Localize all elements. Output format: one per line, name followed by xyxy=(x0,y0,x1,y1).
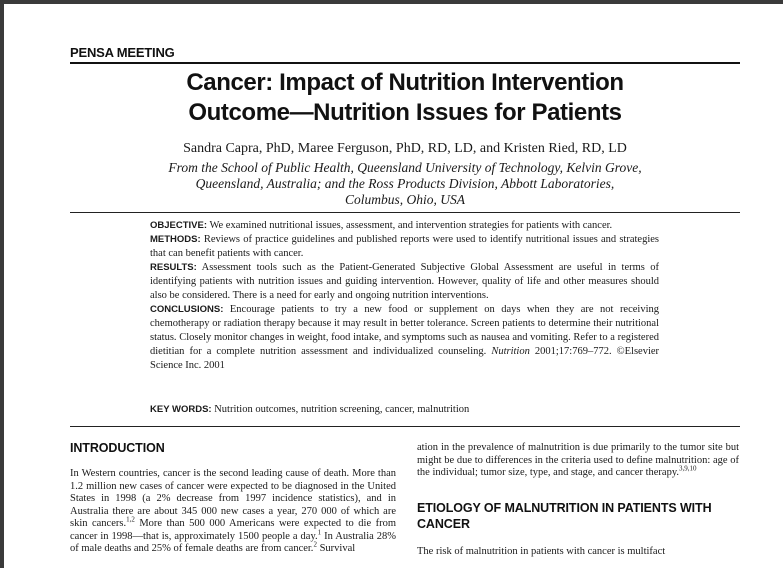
window-top-border xyxy=(0,0,783,4)
section-tag: PENSA MEETING xyxy=(70,45,175,60)
keywords-text: Nutrition outcomes, nutrition screening, cancer, malnutrition xyxy=(214,404,470,415)
abstract-results xyxy=(150,261,659,303)
results-label: RESULTS: xyxy=(150,262,197,273)
intro-text-4: Survival xyxy=(316,543,356,554)
keywords xyxy=(150,403,659,417)
abstract-methods xyxy=(150,233,659,261)
title-line-1: Cancer: Impact of Nutrition Intervention xyxy=(186,69,624,96)
right-column xyxy=(417,440,739,558)
intro-text-2: More than 500 000 Americans were expected to die from cancer in 1998—that is, approximately 1500 people a day. xyxy=(70,518,396,542)
window-left-border xyxy=(0,0,4,568)
affiliation-line-2: Queensland, Australia; and the Ross Products Division, Abbott Laboratories, xyxy=(195,176,615,191)
left-column xyxy=(70,440,396,556)
abstract-objective xyxy=(150,219,659,233)
conclusions-text: Encourage patients to try a new food or supplement on days when they are not receiving chemotherapy or radiation therapy because it may result in better tolerance. Screen patients to determine their nutritional status. Closely monitor changes in weight, food intake, and symptoms such as nausea and vomiting. Refer to a registered dietitian for a complete nutrition assessment and individualized counseling. xyxy=(150,304,660,357)
keywords-label: KEY WORDS: xyxy=(150,404,212,415)
abstract-conclusions xyxy=(150,303,659,373)
journal-name: Nutrition xyxy=(491,346,530,357)
objective-text: We examined nutritional issues, assessment, and intervention strategies for patients with cancer. xyxy=(209,220,613,231)
objective-label: OBJECTIVE: xyxy=(150,220,208,231)
citation-ref: 2 xyxy=(313,540,317,549)
abstract-top-rule xyxy=(70,212,740,213)
article-title xyxy=(70,68,740,128)
citation-ref: 1 xyxy=(317,528,322,536)
intro-text-1: In Western countries, cancer is the second leading cause of death. More than 1.2 million new cases of cancer were expected to be diagnosed in the United States in 1998 (a 2% decrease from 1997 incidence statistics), and in Australia there are about 345 000 new cases a year, 270 000 of which are skin cancers. xyxy=(70,468,396,529)
right-column-paragraph xyxy=(417,442,739,480)
etiology-heading: ETIOLOGY OF MALNUTRITION IN PATIENTS WITH CANCER xyxy=(417,500,712,531)
citation-ref: 1,2 xyxy=(126,515,135,524)
abstract xyxy=(150,219,659,373)
affiliation-line-1: From the School of Public Health, Queensland University of Technology, Kelvin Grove, xyxy=(168,160,642,175)
author-affiliation xyxy=(120,160,690,208)
methods-label: METHODS: xyxy=(150,234,201,245)
citation-ref: 3,9,10 xyxy=(679,464,697,473)
introduction-heading: INTRODUCTION xyxy=(70,441,165,455)
right-text-1: ation in the prevalence of malnutrition is due primarily to the tumor site but might be due to differences in the criteria used to define malnutrition: age of the individual; tumor size, type, and stage, and cancer therapy. xyxy=(417,442,739,478)
intro-text-3: In Australia 28% of male deaths and 25% of female deaths are from cancer. xyxy=(70,530,397,554)
citation-text: 2001;17:769–772. ©Elsevier Science Inc. 2001 xyxy=(150,346,660,371)
etiology-paragraph: The risk of malnutrition in patients with cancer is multifact xyxy=(417,545,666,557)
introduction-paragraph xyxy=(70,468,396,556)
header-rule xyxy=(70,62,740,64)
title-line-2: Outcome—Nutrition Issues for Patients xyxy=(188,99,622,126)
conclusions-label: CONCLUSIONS: xyxy=(150,304,224,315)
results-text: Assessment tools such as the Patient-Generated Subjective Global Assessment are useful in terms of identifying patients with nutrition issues and guiding intervention. However, quality of life and other measures should also be considered. There is a need for early and ongoing nutrition interventions. xyxy=(150,262,660,301)
abstract-bottom-rule xyxy=(70,426,740,427)
affiliation-line-3: Columbus, Ohio, USA xyxy=(344,192,465,207)
methods-text: Reviews of practice guidelines and published reports were used to identify nutritional issues and strategies that can benefit patients with cancer. xyxy=(150,234,659,259)
author-list: Sandra Capra, PhD, Maree Ferguson, PhD, RD, LD, and Kristen Ried, RD, LD xyxy=(183,141,627,156)
